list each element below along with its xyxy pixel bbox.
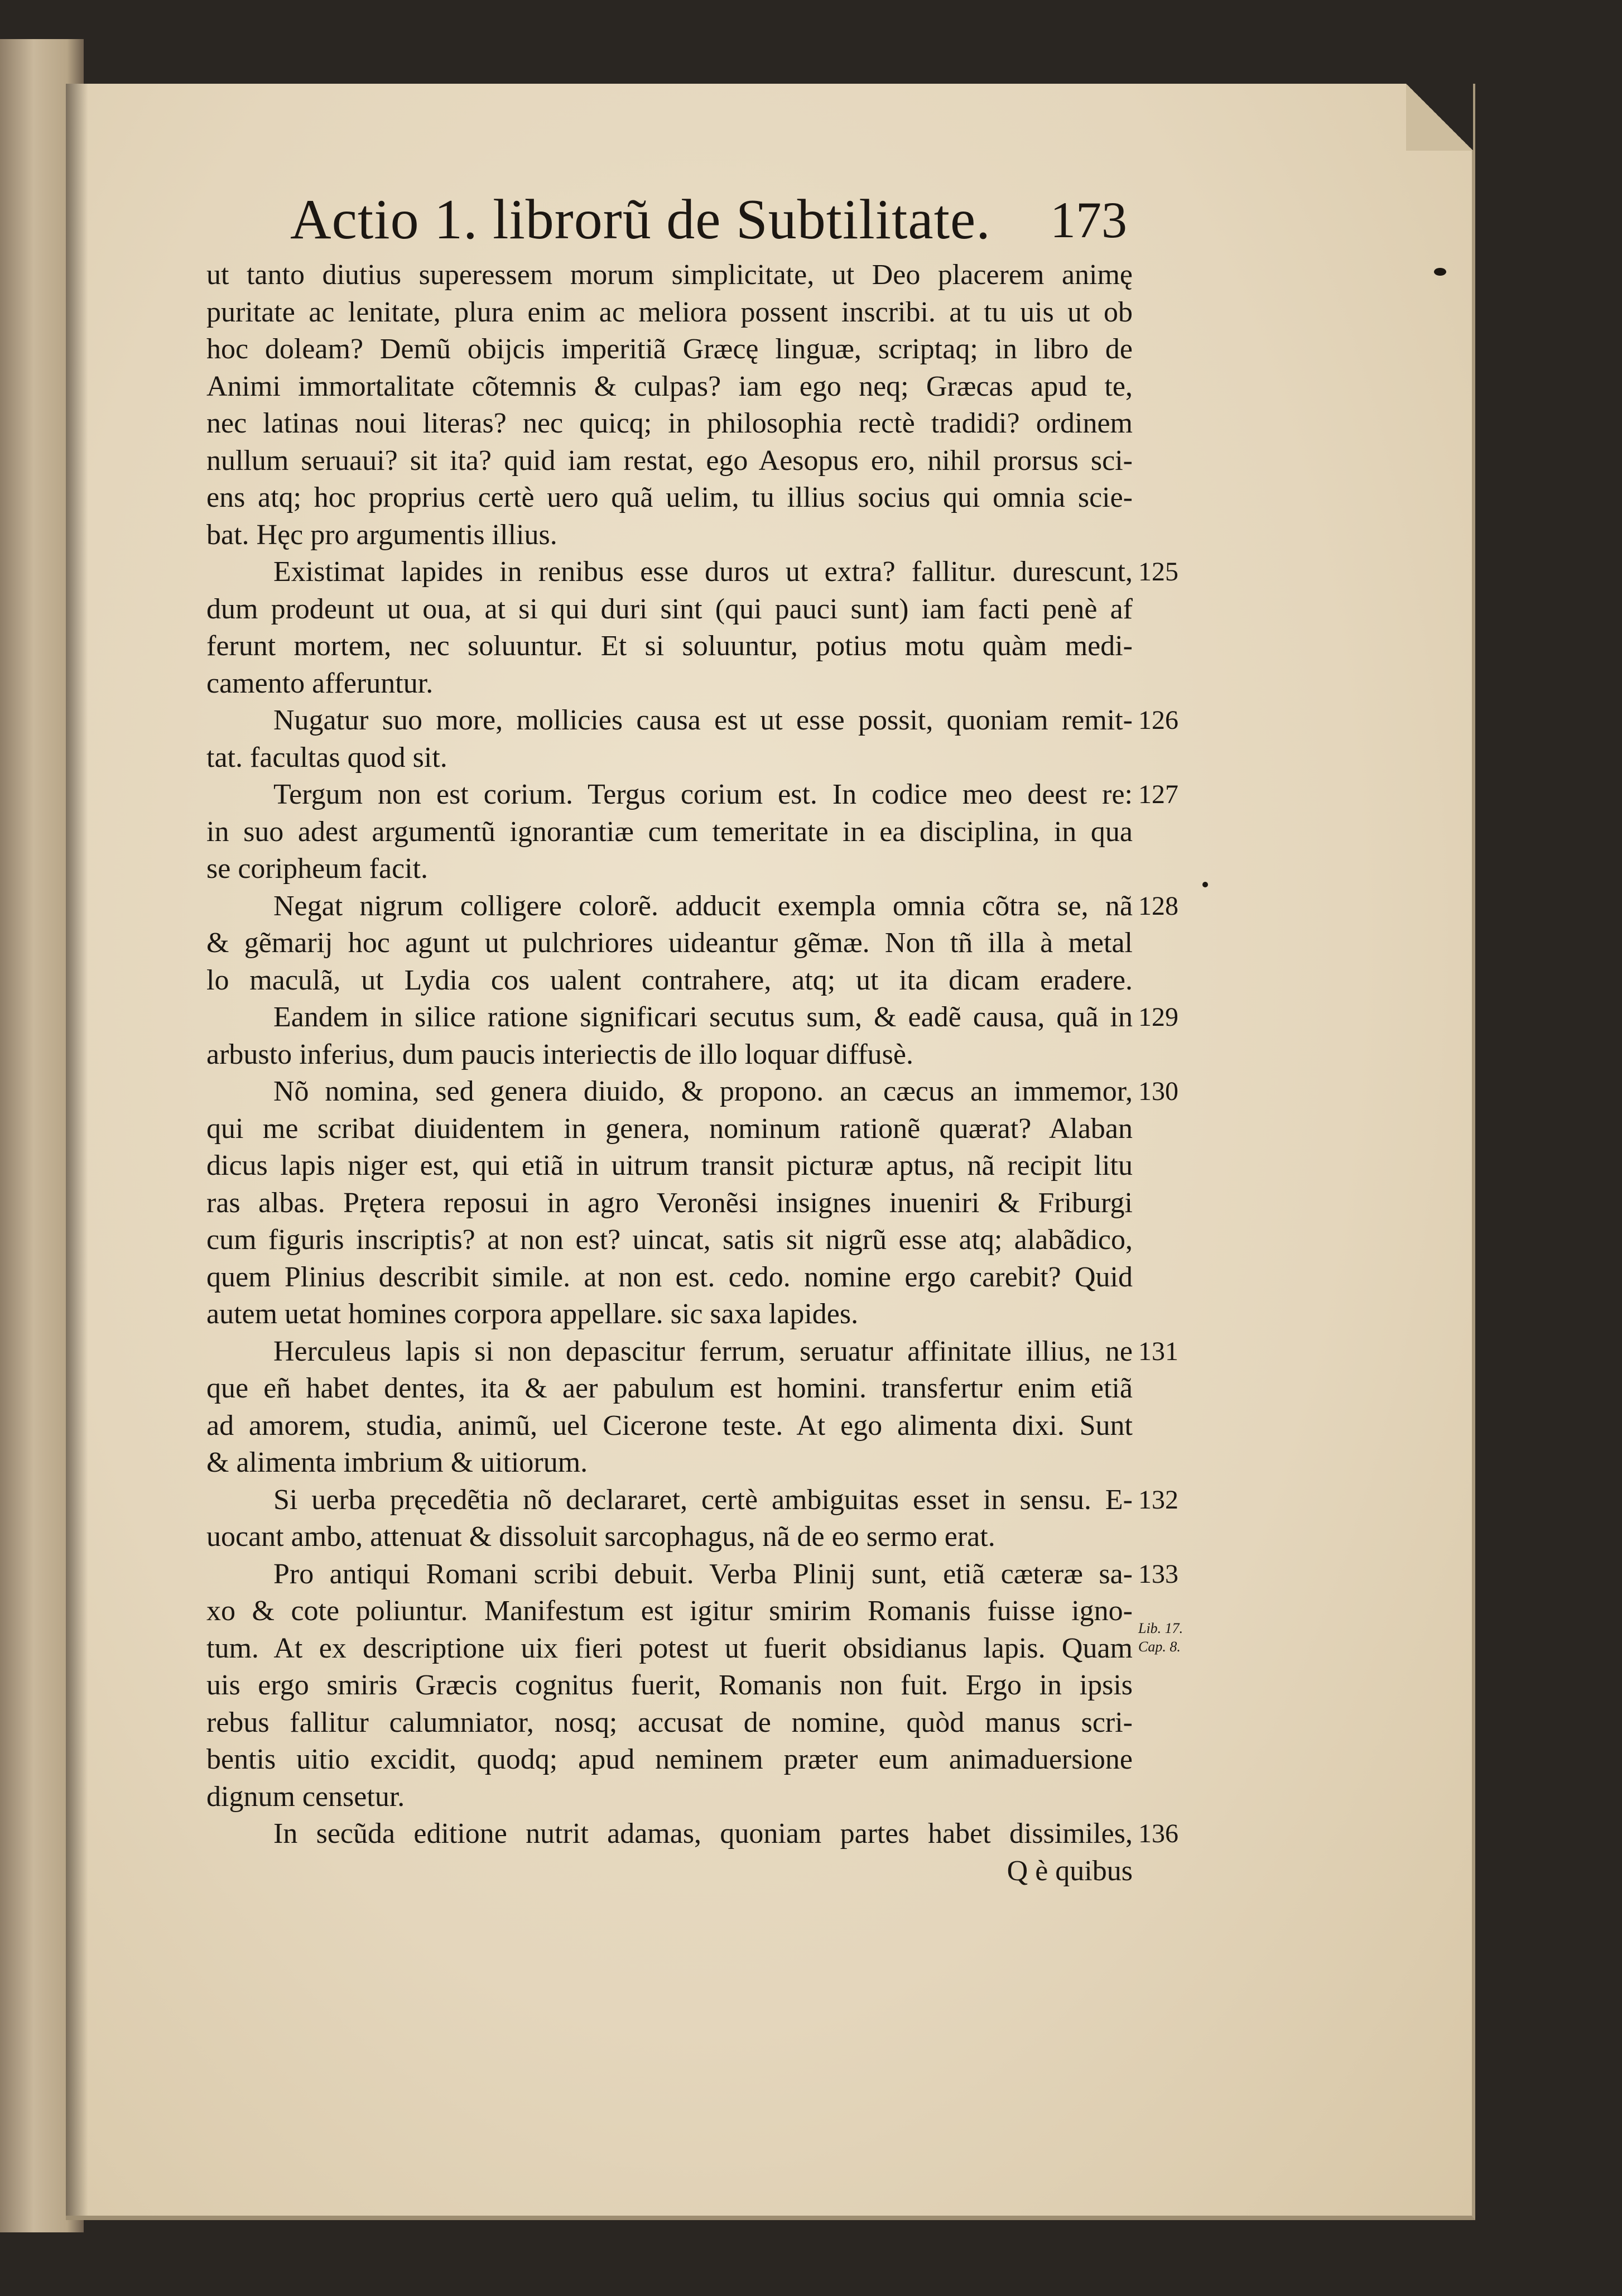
text-line: camento afferuntur.: [206, 667, 434, 699]
margin-note-number: 133: [1138, 1559, 1178, 1589]
text-line: Nugatur suo more, mollicies causa est ut esse possit, quoniam remit-: [273, 704, 1133, 736]
text-line: dum prodeunt ut oua, at si qui duri sint (qui pauci sunt) iam facti penè af: [206, 593, 1133, 625]
text-line: Negat nigrum colligere colorẽ. adducit exempla omnia cõtra se, nã: [273, 890, 1133, 922]
text-line: nec latinas noui literas? nec quicq; in philosophia rectè tradidi? ordinem: [206, 407, 1133, 439]
margin-citation: Cap. 8.: [1138, 1638, 1181, 1655]
text-line: bentis uitio excidit, quodq; apud neminem præter eum animaduersione: [206, 1743, 1133, 1775]
text-line: rebus fallitur calumniator, nosq; accusat de nomine, quòd manus scri-: [206, 1706, 1133, 1738]
running-head: [290, 187, 1127, 254]
text-line: Animi immortalitate cõtemnis & culpas? iam ego neq; Græcas apud te,: [206, 370, 1133, 402]
text-line: lo maculã, ut Lydia cos ualent contrahere, atq; ut ita dicam eradere.: [206, 964, 1133, 996]
text-line: nullum seruaui? sit ita? quid iam restat, ego Aesopus ero, nihil prorsus sci-: [206, 444, 1133, 477]
margin-note-number: 127: [1138, 780, 1178, 809]
catchword: Q è quibus: [1007, 1855, 1133, 1887]
text-line: bat. Hęc pro argumentis illius.: [206, 518, 557, 551]
running-title: Actio 1. librorũ de Subtilitate.: [290, 188, 991, 251]
margin-note-number: 129: [1138, 1002, 1178, 1032]
text-line: que eñ habet dentes, ita & aer pabulum est homini. transfertur enim etiã: [206, 1372, 1133, 1404]
margin-note-number: 128: [1138, 891, 1178, 921]
text-line: dicus lapis niger est, qui etiã in uitrum transit picturæ aptus, nã recipit litu: [206, 1150, 1133, 1181]
text-line: Pro antiqui Romani scribi debuit. Verba Plinij sunt, etiã cæteræ sa-: [273, 1558, 1133, 1590]
text-line: tum. At ex descriptione uix fieri potest ut fuerit obsidianus lapis. Quam: [206, 1632, 1133, 1664]
text-line: puritate ac lenitate, plura enim ac meliora possent inscribi. at tu uis ut ob: [206, 296, 1133, 328]
text-line: tat. facultas quod sit.: [206, 741, 447, 774]
text-line: Si uerba pręcedẽtia nõ declararet, certè ambiguitas esset in sensu. E-: [273, 1483, 1133, 1516]
text-line: se coripheum facit.: [206, 853, 429, 885]
margin-note-number: 130: [1138, 1077, 1178, 1106]
text-line: ens atq; hoc proprius certè uero quã uelim, tu illius socius qui omnia scie-: [206, 482, 1133, 513]
margin-note-number: 136: [1138, 1819, 1178, 1848]
page-gutter-shadow: [66, 84, 88, 2216]
text-line: In secũda editione nutrit adamas, quoniam partes habet dissimiles,: [273, 1818, 1133, 1850]
text-line: uocant ambo, attenuat & dissoluit sarcophagus, nã de eo sermo erat.: [206, 1521, 995, 1553]
ink-mark: [1434, 268, 1446, 276]
text-line: hoc doleam? Demũ obijcis imperitiã Græcę linguæ, scriptaq; in libro de: [206, 333, 1133, 365]
text-line: Eandem in silice ratione significari secutus sum, & eadẽ causa, quã in: [273, 1001, 1133, 1033]
text-line: quem Plinius describit simile. at non est. cedo. nomine ergo carebit? Quid: [206, 1261, 1133, 1293]
margin-note-number: 132: [1138, 1485, 1178, 1515]
text-line: cum figuris inscriptis? at non est? uincat, satis sit nigrũ esse atq; alabãdico,: [206, 1224, 1133, 1256]
text-line: Nõ nomina, sed genera diuido, & propono. an cæcus an immemor,: [273, 1075, 1133, 1107]
margin-citation: Lib. 17.: [1138, 1620, 1183, 1636]
text-line: & alimenta imbrium & uitiorum.: [206, 1447, 588, 1478]
text-line: Herculeus lapis si non depascitur ferrum, seruatur affinitate illius, ne: [273, 1335, 1133, 1367]
margin-note-number: 131: [1138, 1336, 1178, 1366]
text-line: Existimat lapides in renibus esse duros ut extra? fallitur. durescunt,: [273, 556, 1133, 588]
text-line: in suo adest argumentũ ignorantiæ cum temeritate in ea disciplina, in qua: [206, 815, 1133, 848]
text-line: ferunt mortem, nec soluuntur. Et si soluuntur, potius motu quàm medi-: [206, 630, 1133, 662]
text-line: uis ergo smiris Græcis cognitus fuerit, Romanis non fuit. Ergo in ipsis: [206, 1669, 1133, 1701]
text-line: dignum censetur.: [206, 1780, 405, 1813]
text-line: ut tanto diutius superessem morum simplicitate, ut Deo placerem animę: [206, 259, 1133, 291]
text-line: autem uetat homines corpora appellare. sic saxa lapides.: [206, 1298, 859, 1330]
page-corner-curl: [1406, 84, 1473, 151]
text-line: ad amorem, studia, animũ, uel Cicerone teste. At ego alimenta dixi. Sunt: [206, 1409, 1133, 1442]
margin-note-number: 126: [1138, 705, 1178, 735]
text-line: ras albas. Prętera reposui in agro Veronẽsi insignes inueniri & Friburgi: [206, 1187, 1133, 1219]
margin-note-number: 125: [1138, 557, 1178, 587]
text-line: Tergum non est corium. Tergus corium est. In codice meo deest re:: [273, 779, 1133, 810]
text-line: qui me scribat diuidentem in genera, nominum rationẽ quærat? Alaban: [206, 1112, 1133, 1145]
folio-number: 173: [1050, 191, 1127, 248]
text-line: arbusto inferius, dum paucis interiectis de illo loquar diffusè.: [206, 1038, 913, 1070]
text-line: & gẽmarij hoc agunt ut pulchriores uideantur gẽmæ. Non tñ illa à metal: [206, 927, 1133, 959]
ink-mark: [1202, 882, 1208, 887]
text-line: xo & cote poliuntur. Manifestum est igitur smirim Romanis fuisse igno-: [206, 1595, 1133, 1627]
